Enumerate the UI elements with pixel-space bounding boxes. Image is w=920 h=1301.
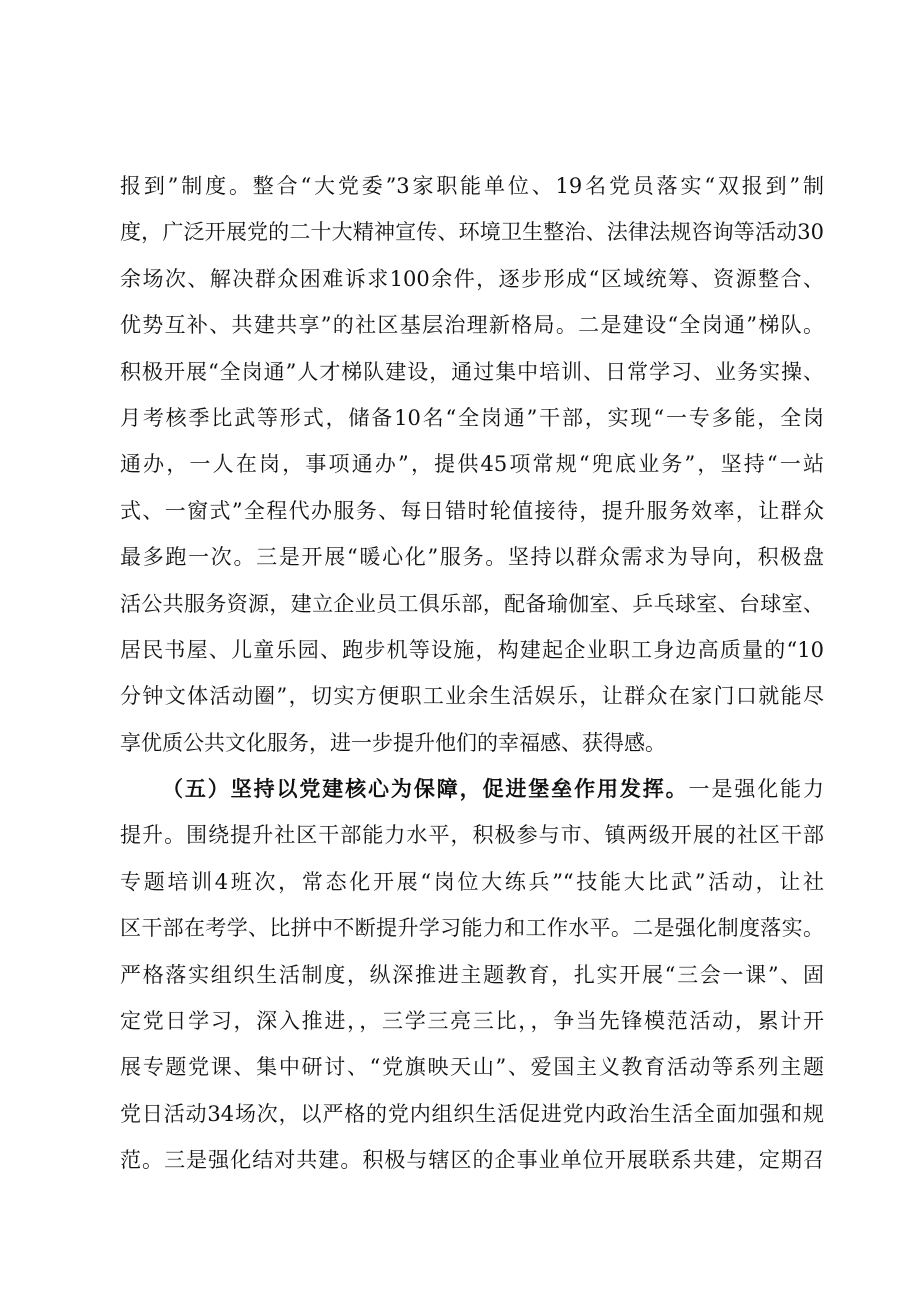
section-heading: （五）坚持以党建核心为保障，促进堡垒作用发挥。: [162, 776, 689, 802]
text-line: 严格落实组织生活制度，纵深推进主题教育，扎实开展“三会一课”、固: [120, 962, 824, 987]
document-body: [120, 163, 824, 1184]
text-line: 式、一窗式”全程代办服务、每日错时轮值接待，提升服务效率，让群众: [120, 498, 824, 523]
text-line: 积极开展“全岗通”人才梯队建设，通过集中培训、日常学习、业务实操、: [120, 359, 824, 384]
text-line: 最多跑一次。三是开展“暖心化”服务。坚持以群众需求为导向，积极盘: [120, 545, 824, 570]
text-line: 提升。围绕提升社区干部能力水平，积极参与市、镇两级开展的社区干部: [120, 823, 824, 848]
text-line-last: 享优质公共文化服务，进一步提升他们的幸福感、获得感。: [120, 730, 666, 755]
text-line: 范。三是强化结对共建。积极与辖区的企事业单位开展联系共建，定期召: [120, 1148, 824, 1173]
heading-line-rest: 一是强化能力: [688, 777, 824, 802]
text-line: 优势互补、共建共享”的社区基层治理新格局。二是建设“全岗通”梯队。: [120, 313, 824, 338]
paragraph-party-building: [120, 766, 824, 1184]
text-line: 展专题党课、集中研讨、“党旗映天山”、爱国主义教育活动等系列主题: [120, 1055, 824, 1080]
text-line: 通办，一人在岗，事项通办”，提供45项常规“兜底业务”，坚持“一站: [120, 452, 824, 477]
text-line: 居民书屋、儿童乐园、跑步机等设施，构建起企业职工身边高质量的“10: [120, 637, 824, 662]
text-line: 定党日学习，深入推进，，三学三亮三比，，争当先锋模范活动，累计开: [120, 1009, 824, 1034]
paragraph-first-line: [120, 766, 824, 812]
text-line: 专题培训4班次，常态化开展“岗位大练兵”“技能大比武”活动，让社: [120, 869, 824, 894]
text-line: 分钟文体活动圈”，切实方便职工业余生活娱乐，让群众在家门口就能尽: [120, 684, 824, 709]
text-line: 区干部在考学、比拼中不断提升学习能力和工作水平。二是强化制度落实。: [120, 916, 824, 941]
text-line: 党日活动34场次，以严格的党内组织生活促进党内政治生活全面加强和规: [120, 1101, 824, 1126]
text-line: 报到”制度。整合“大党委”3家职能单位、19名党员落实“双报到”制: [120, 174, 824, 198]
text-line: 月考核季比武等形式，储备10名“全岗通”干部，实现“一专多能，全岗: [120, 405, 824, 430]
text-line: 余场次、解决群众困难诉求100余件，逐步形成“区域统筹、资源整合、: [120, 266, 824, 291]
text-line: 活公共服务资源，建立企业员工俱乐部，配备瑜伽室、乒乓球室、台球室、: [120, 591, 824, 616]
text-line: 度，广泛开展党的二十大精神宣传、环境卫生整治、法律法规咨询等活动30: [120, 220, 824, 245]
paragraph-community-services: [120, 163, 824, 766]
